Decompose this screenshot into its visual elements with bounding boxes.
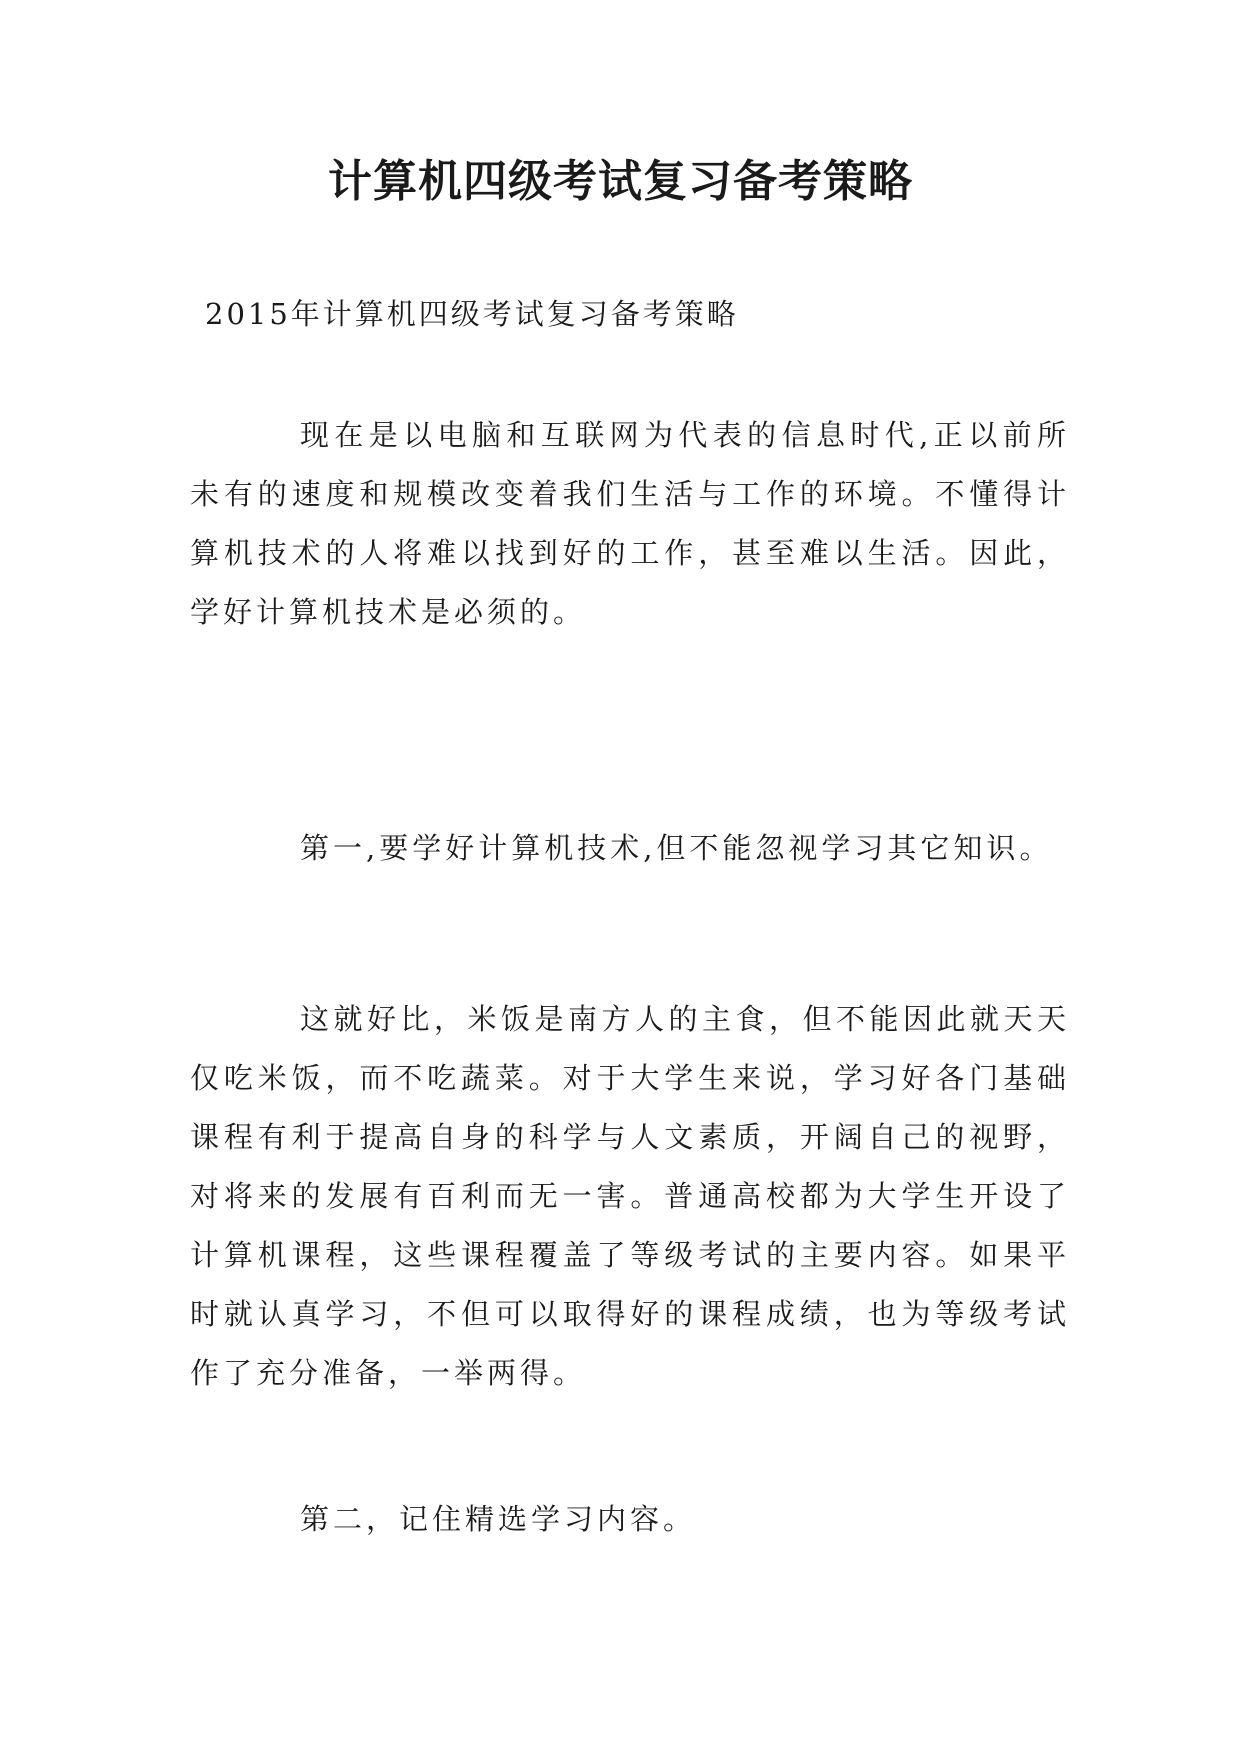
paragraph-intro: 现在是以电脑和互联网为代表的信息时代,正以前所未有的速度和规模改变着我们生活与工作的环境。不懂得计算机技术的人将难以找到好的工作，甚至难以生活。因此，学好计算机技术是必须的。 (190, 418, 1070, 629)
paragraph-point-two: 第二，记住精选学习内容。 (300, 1502, 697, 1536)
paragraph-analogy: 这就好比，米饭是南方人的主食，但不能因此就天天仅吃米饭，而不吃蔬菜。对于大学生来说，学习好各门基础课程有利于提高自身的科学与人文素质，开阔自己的视野，对将来的发展有百利而无一害。普通高校都为大学生开设了计算机课程，这些课程覆盖了等级考试的主要内容。如果平时就认真学习，不但可以取得好的课程成绩，也为等级考试作了充分准备，一举两得。 (190, 1002, 1070, 1390)
paragraph-point-one: 第一,要学好计算机技术,但不能忽视学习其它知识。 (300, 831, 1053, 865)
document-title: 计算机四级考试复习备考策略 (328, 156, 913, 207)
document-subtitle: 2015年计算机四级考试复习备考策略 (205, 297, 739, 331)
